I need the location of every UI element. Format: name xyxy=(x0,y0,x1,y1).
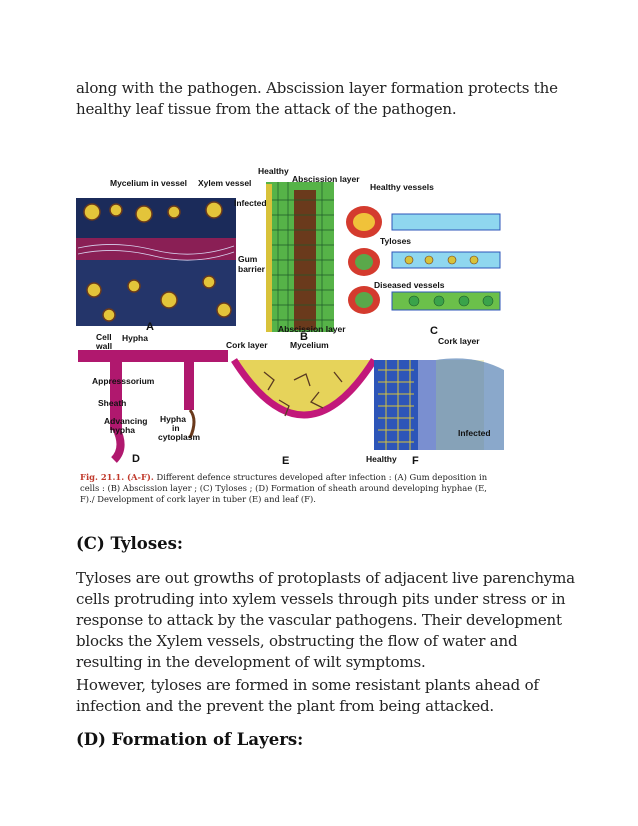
label-cytoplasm: cytoplasm xyxy=(158,432,201,442)
label-advancing: Advancing xyxy=(104,416,148,426)
label-mycelium: Mycelium xyxy=(290,340,329,350)
panel-letter-f: F xyxy=(412,455,419,467)
label-wall: wall xyxy=(96,341,113,351)
caption-figure-number: Fig. 21.1. (A-F). xyxy=(80,472,154,482)
label-healthy-f: Healthy xyxy=(366,454,397,464)
label-infected-b: Infected xyxy=(234,198,267,208)
panel-letter-c: C xyxy=(430,325,438,337)
label-gum: Gum xyxy=(238,254,258,264)
paragraph-tyloses-2: However, tyloses are formed in some resistant plants ahead of infection and the prevent the plant from being attacked. xyxy=(76,676,539,715)
label-hypha-in: Hypha xyxy=(160,414,186,424)
label-barrier: barrier xyxy=(238,264,265,274)
figure-caption xyxy=(80,472,500,505)
panel-b xyxy=(266,182,334,332)
paragraph-tyloses-1: Tyloses are out growths of protoplasts of adjacent live parenchyma cells protruding into xylem vessels through pits under stress or in response to attack by the vascular pathogens. Their development blocks the Xylem vessels, obstructing the flow of water and resulting in the development of wilt symptoms. xyxy=(76,569,575,671)
label-tyloses: Tyloses xyxy=(380,236,412,246)
label-advancing-hypha: hypha xyxy=(110,425,136,435)
label-diseased-vessels: Diseased vessels xyxy=(374,280,445,290)
label-abscission-layer-bottom: Abscission layer xyxy=(278,324,346,334)
label-healthy-top: Healthy xyxy=(258,166,289,176)
label-xylem-vessel: Xylem vessel xyxy=(198,178,252,188)
panel-letter-e: E xyxy=(282,455,290,467)
panel-letter-a: A xyxy=(146,321,154,333)
panel-a xyxy=(76,198,236,326)
heading-tyloses: (C) Tyloses: xyxy=(76,534,183,553)
panel-e xyxy=(234,360,374,416)
panel-letter-b: B xyxy=(300,331,308,343)
panel-letter-d: D xyxy=(132,453,140,465)
label-cork-layer-f: Cork layer xyxy=(438,336,480,346)
label-cork-layer-e: Cork layer xyxy=(226,340,268,350)
label-healthy-vessels: Healthy vessels xyxy=(370,182,434,192)
label-hypha-top: Hypha xyxy=(122,333,148,343)
label-sheath: Sheath xyxy=(98,398,127,408)
label-abscission-layer-top: Abscission layer xyxy=(292,174,360,184)
label-cell: Cell xyxy=(96,332,112,342)
panel-c xyxy=(346,206,500,314)
label-in: in xyxy=(172,423,180,433)
paragraph-intro: along with the pathogen. Abscission layer formation protects the healthy leaf tissue from the attack of the pathogen. xyxy=(76,79,558,118)
label-mycelium-in-vessel: Mycelium in vessel xyxy=(110,178,188,188)
heading-formation-of-layers: (D) Formation of Layers: xyxy=(76,730,304,749)
figure-defence-structures xyxy=(74,160,504,520)
label-infected-f: Infected xyxy=(458,428,491,438)
caption-text: Different defence structures developed after infection : (A) Gum deposition in cells : (B) Abscission layer ; (C) Tyloses ; (D) Formation of sheath around developing hyphae (E, F)./ Development of cork layer in tuber (E) and leaf (F). xyxy=(80,472,488,504)
figure-illustration xyxy=(74,160,504,470)
label-appressorium: Appresssorium xyxy=(92,376,155,386)
